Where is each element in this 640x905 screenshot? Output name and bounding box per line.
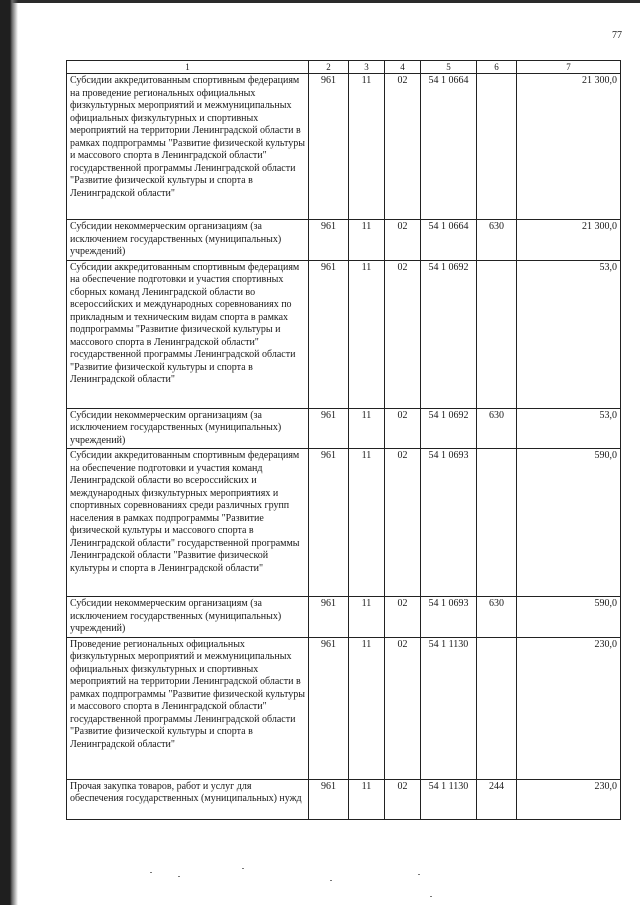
section-code-cell: 11: [349, 260, 385, 408]
subsection-code-cell: 02: [385, 408, 421, 449]
subsection-code-cell: 02: [385, 449, 421, 597]
row-name-cell: Субсидии некоммерческим организациям (за исключением государственных (муниципальных) учреждений): [67, 408, 309, 449]
column-header: 1: [67, 61, 309, 74]
target-item-cell: 54 1 0693: [421, 597, 477, 638]
section-code-cell: 11: [349, 449, 385, 597]
expense-type-cell: 630: [477, 220, 517, 261]
section-code-cell: 11: [349, 408, 385, 449]
row-name-cell: Субсидии некоммерческим организациям (за исключением государственных (муниципальных) учреждений): [67, 597, 309, 638]
target-item-cell: 54 1 0693: [421, 449, 477, 597]
subsection-code-cell: 02: [385, 637, 421, 779]
chief-admin-code-cell: 961: [309, 449, 349, 597]
column-header: 7: [517, 61, 621, 74]
subsection-code-cell: 02: [385, 260, 421, 408]
target-item-cell: 54 1 0692: [421, 408, 477, 449]
amount-cell: 230,0: [517, 637, 621, 779]
table-row: [67, 449, 621, 597]
subsection-code-cell: 02: [385, 597, 421, 638]
section-code-cell: 11: [349, 637, 385, 779]
row-name-cell: Субсидии аккредитованным спортивным федерациям на обеспечение подготовки и участия команд Ленинградской области во всероссийских и международных физкультурных мероприятиях и спортивных соревнованиях среди различных групп населения в рамках подпрограммы "Развитие физической культуры и массового спорта в Ленинградской области" государственной программы Ленинградской области "Развитие физической культуры и спорта в Ленинградской области": [67, 449, 309, 597]
chief-admin-code-cell: 961: [309, 408, 349, 449]
row-name-cell: Субсидии некоммерческим организациям (за исключением государственных (муниципальных) учреждений): [67, 220, 309, 261]
amount-cell: 21 300,0: [517, 220, 621, 261]
chief-admin-code-cell: 961: [309, 597, 349, 638]
row-name-cell: Проведение региональных официальных физкультурных мероприятий и межмуниципальных официальных физкультурных и спортивных мероприятий на территории Ленинградской области в рамках подпрограммы "Развитие физической культуры и массового спорта в Ленинградской области" государственной программы Ленинградской области "Развитие физической культуры и спорта в Ленинградской области": [67, 637, 309, 779]
amount-cell: 21 300,0: [517, 74, 621, 220]
scan-speck: [242, 868, 244, 869]
header-row: [67, 61, 621, 74]
scan-edge-left: [0, 0, 18, 905]
chief-admin-code-cell: 961: [309, 220, 349, 261]
column-header: 5: [421, 61, 477, 74]
amount-cell: 53,0: [517, 260, 621, 408]
amount-cell: 230,0: [517, 779, 621, 819]
page-number: 77: [612, 30, 622, 41]
column-header: 3: [349, 61, 385, 74]
scan-edge-top: [0, 0, 640, 6]
row-name-cell: Субсидии аккредитованным спортивным федерациям на обеспечение подготовки и участия спортивных сборных команд Ленинградской области во всероссийских и международных соревнованиях по прикладным и техническим видам спорта в рамках подпрограммы "Развитие физической культуры и массового спорта в Ленинградской области" государственной программы Ленинградской области "Развитие физической культуры и спорта в Ленинградской области": [67, 260, 309, 408]
section-code-cell: 11: [349, 597, 385, 638]
column-header: 2: [309, 61, 349, 74]
amount-cell: 590,0: [517, 597, 621, 638]
amount-cell: 53,0: [517, 408, 621, 449]
table-row: [67, 220, 621, 261]
row-name-cell: Прочая закупка товаров, работ и услуг для обеспечения государственных (муниципальных) нужд: [67, 779, 309, 819]
expense-type-cell: 630: [477, 408, 517, 449]
scan-speck: [150, 872, 152, 873]
row-name-cell: Субсидии аккредитованным спортивным федерациям на проведение региональных официальных физкультурных мероприятий и межмуниципальных официальных физкультурных и спортивных мероприятий на территории Ленинградской области в рамках подпрограммы "Развитие физической культуры и массового спорта в Ленинградской области" государственной программы Ленинградской области "Развитие физической культуры и спорта в Ленинградской области": [67, 74, 309, 220]
column-header: 6: [477, 61, 517, 74]
target-item-cell: 54 1 1130: [421, 779, 477, 819]
chief-admin-code-cell: 961: [309, 74, 349, 220]
scan-speck: [418, 874, 420, 875]
scan-speck: [178, 876, 180, 877]
expense-type-cell: [477, 260, 517, 408]
target-item-cell: 54 1 1130: [421, 637, 477, 779]
scan-speck: [430, 896, 432, 897]
expense-type-cell: [477, 637, 517, 779]
table-row: [67, 260, 621, 408]
subsection-code-cell: 02: [385, 74, 421, 220]
chief-admin-code-cell: 961: [309, 779, 349, 819]
target-item-cell: 54 1 0664: [421, 220, 477, 261]
section-code-cell: 11: [349, 220, 385, 261]
expense-type-cell: [477, 449, 517, 597]
chief-admin-code-cell: 961: [309, 260, 349, 408]
scan-speck: [330, 880, 332, 881]
table-row: [67, 637, 621, 779]
table-row: [67, 74, 621, 220]
chief-admin-code-cell: 961: [309, 637, 349, 779]
subsection-code-cell: 02: [385, 220, 421, 261]
target-item-cell: 54 1 0692: [421, 260, 477, 408]
table-row: [67, 597, 621, 638]
column-header: 4: [385, 61, 421, 74]
section-code-cell: 11: [349, 779, 385, 819]
section-code-cell: 11: [349, 74, 385, 220]
expense-type-cell: 244: [477, 779, 517, 819]
amount-cell: 590,0: [517, 449, 621, 597]
expense-type-cell: 630: [477, 597, 517, 638]
table-row: [67, 408, 621, 449]
expense-type-cell: [477, 74, 517, 220]
subsection-code-cell: 02: [385, 779, 421, 819]
table-row: [67, 779, 621, 819]
budget-table: [66, 60, 621, 820]
target-item-cell: 54 1 0664: [421, 74, 477, 220]
